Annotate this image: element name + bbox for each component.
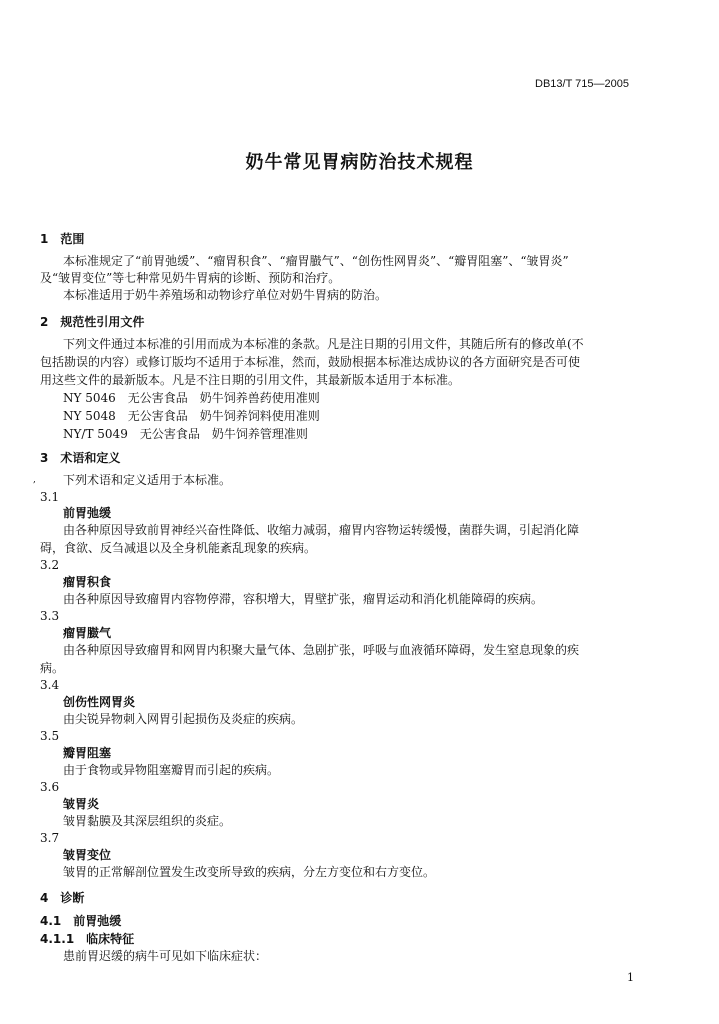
term-number: 3.3: [40, 609, 60, 623]
section-2-heading: 2 规范性引用文件: [40, 315, 145, 329]
term-definition: 由于食物或异物阻塞瓣胃而引起的疾病。: [63, 763, 280, 777]
subsubsection-heading: 4.1.1 临床特征: [40, 932, 135, 946]
standard-code: DB13/T 715—2005: [535, 78, 629, 90]
reference-item: NY 5046 无公害食品 奶牛饲养兽药使用准则: [63, 391, 320, 405]
term-name: 瘤胃臌气: [63, 626, 112, 640]
term-definition: 由各种原因导致瘤胃和网胃内积聚大量气体、急剧扩张，呼吸与血液循环障碍，发生窒息现象的疾: [63, 643, 580, 657]
section-3-heading: 3 术语和定义: [40, 451, 121, 465]
reference-item: NY 5048 无公害食品 奶牛饲养饲料使用准则: [63, 409, 320, 423]
term-number: 3.2: [40, 558, 60, 572]
term-definition: 病。: [40, 661, 65, 675]
section-1-heading: 1 范围: [40, 232, 85, 246]
document-title: 奶牛常见胃病防治技术规程: [245, 152, 474, 173]
sec1-para1-line1: 本标准规定了“前胃弛缓”、“瘤胃积食”、“瘤胃臌气”、“创伤性网胃炎”、“瓣胃阻塞”、“皱胃炎”: [63, 254, 569, 268]
sec4-para: 患前胃迟缓的病牛可见如下临床症状：: [63, 949, 268, 963]
stray-mark: ,: [33, 475, 36, 485]
subsection-heading: 4.1 前胃弛缓: [40, 914, 122, 928]
reference-item: NY/T 5049 无公害食品 奶牛饲养管理准则: [63, 427, 308, 441]
sec1-para1-line2: 及“皱胃变位”等七种常见奶牛胃病的诊断、预防和治疗。: [40, 271, 341, 285]
sec1-para2: 本标准适用于奶牛养殖场和动物诊疗单位对奶牛胃病的防治。: [63, 288, 388, 302]
term-name: 皱胃变位: [63, 848, 112, 862]
term-name: 皱胃炎: [63, 797, 100, 811]
term-number: 3.4: [40, 678, 60, 692]
sec2-para-line2: 包括勘误的内容）或修订版均不适用于本标准，然而，鼓励根据本标准达成协议的各方面研究是否可使: [40, 355, 581, 369]
term-name: 前胃弛缓: [63, 506, 112, 520]
sec2-para-line1: 下列文件通过本标准的引用而成为本标准的条款。凡是注日期的引用文件，其随后所有的修改单(不: [63, 337, 584, 351]
term-number: 3.1: [40, 490, 60, 504]
term-name: 瓣胃阻塞: [63, 746, 112, 760]
term-name: 瘤胃积食: [63, 575, 112, 589]
term-number: 3.7: [40, 831, 60, 845]
term-definition: 皱胃的正常解剖位置发生改变所导致的疾病，分左方变位和右方变位。: [63, 865, 436, 879]
term-definition: 皱胃黏膜及其深层组织的炎症。: [63, 814, 232, 828]
term-number: 3.5: [40, 729, 60, 743]
term-number: 3.6: [40, 780, 60, 794]
term-definition: 由尖锐异物刺入网胃引起损伤及炎症的疾病。: [63, 712, 304, 726]
term-definition: 由各种原因导致前胃神经兴奋性降低、收缩力减弱，瘤胃内容物运转缓慢，菌群失调，引起消化障: [63, 523, 580, 537]
term-definition: 碍，食欲、反刍减退以及全身机能紊乱现象的疾病。: [40, 541, 317, 555]
sec3-intro: 下列术语和定义适用于本标准。: [63, 473, 232, 487]
term-definition: 由各种原因导致瘤胃内容物停滞，容积增大，胃壁扩张，瘤胃运动和消化机能障碍的疾病。: [63, 592, 544, 606]
term-name: 创伤性网胃炎: [63, 695, 136, 709]
section-4-heading: 4 诊断: [40, 891, 85, 905]
sec2-para-line3: 用这些文件的最新版本。凡是不注日期的引用文件，其最新版本适用于本标准。: [40, 373, 461, 387]
page-number: 1: [627, 971, 634, 984]
